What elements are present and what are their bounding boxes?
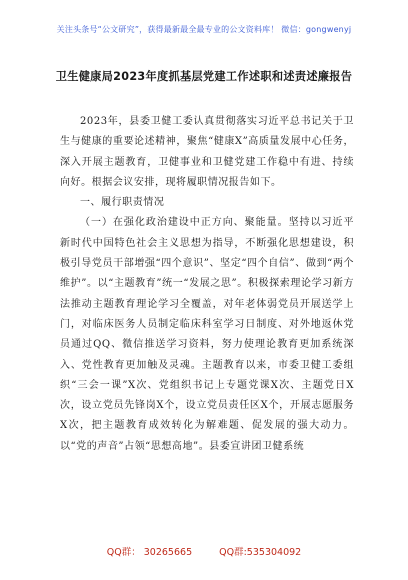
document-title: 卫生健康局2023年度抓基层党建工作述职和述责述廉报告	[55, 70, 353, 83]
footer-qq-group-1: QQ群： 30265665	[106, 547, 193, 558]
header-banner: 关注头条号“公文研究”，获得最新最全最专业的公文资料库！ 微信：gongwenyj	[56, 25, 352, 34]
footer-contact	[0, 544, 408, 558]
intro-paragraph: 2023年，县委卫健工委认真贯彻落实习近平总书记关于卫生与健康的重要论述精神，聚焦“健康X”高质量发展中心任务，深入开展主题教育，卫健事业和卫健党建工作稳中有进、持续向好。根据会议安排，现将履职情况报告如下。	[60, 116, 354, 188]
section-heading: 一、履行职责情况	[80, 197, 165, 209]
footer-qq-group-2: QQ群:535304092	[219, 547, 302, 558]
document-body	[60, 112, 354, 457]
body-paragraph: （一）在强化政治建设中正方向、聚能量。坚持以习近平新时代中国特色社会主义思想为指导，不断强化思想建设，积极引导党员干部增强“四个意识”、坚定“四个自信”、做到“两个维护”。以“主题教育”统一“发展之思”。积极探索理论学习新方法推动主题教育理论学习全覆盖，对年老体弱党员开展送学上门，对临床医务人员制定临床科室学习日制度、对外地返休党员通过QQ、微信推送学习资料，努力使理论教育更加系统深入、党性教育更加触及灵魂。主题教育以来，市委卫健工委组织“三会一课”X次、党组织书记上专题党课X次、主题党日X次，设立党员先锋岗X个，设立党员责任区X个，开展志愿服务X次，把主题教育成效转化为解难题、促发展的强大动力。以“党的声音”占领“思想高地”。县委宣讲团卫健系统	[60, 217, 354, 452]
